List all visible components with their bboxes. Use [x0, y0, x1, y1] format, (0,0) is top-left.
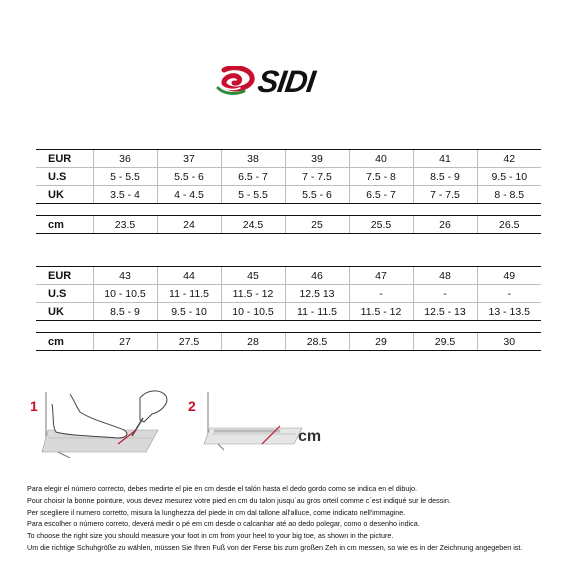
instruction-english: To choose the right size you should measure your foot in cm from your heel to your big toe, as shown in the picture. — [27, 531, 394, 541]
unit-label: cm — [298, 428, 322, 445]
table-cell: 42 — [477, 150, 541, 168]
table-cell: 45 — [221, 267, 285, 285]
row-label: cm — [36, 333, 93, 351]
table-cell: 25.5 — [349, 216, 413, 234]
row-label: EUR — [36, 267, 93, 285]
table-cell: 8.5 - 9 — [93, 303, 157, 321]
table-cell: 5.5 - 6 — [285, 186, 349, 204]
sidi-emblem-icon — [214, 66, 260, 96]
table-cell: 26.5 — [477, 216, 541, 234]
sizing-instructions — [27, 483, 567, 554]
row-label: cm — [36, 216, 93, 234]
table-cell: 9.5 - 10 — [157, 303, 221, 321]
row-label: U.S — [36, 168, 93, 186]
table-cell: 13 - 13.5 — [477, 303, 541, 321]
table-cell: 29.5 — [413, 333, 477, 351]
table-cell: 28 — [221, 333, 285, 351]
table-cell: 23.5 — [93, 216, 157, 234]
ruler-measure-icon — [200, 388, 310, 454]
table-cell: 11 - 11.5 — [157, 285, 221, 303]
table-cell: 4 - 4.5 — [157, 186, 221, 204]
sidi-logo — [214, 64, 364, 99]
table-cell: 46 — [285, 267, 349, 285]
table-row — [36, 333, 541, 351]
table-cell: 8 - 8.5 — [477, 186, 541, 204]
table-cell: 5 - 5.5 — [221, 186, 285, 204]
instruction-spanish: Para elegir el número correcto, debes medirte el pie en cm desde el talón hasta el dedo gordo como se indica en el dibujo. — [27, 484, 417, 493]
table-cell: 26 — [413, 216, 477, 234]
table-cell: 10 - 10.5 — [93, 285, 157, 303]
table-row — [36, 186, 541, 204]
table-cell: 44 — [157, 267, 221, 285]
instruction-portuguese: Para escolher o número correto, deverá medir o pé em cm desde o calcanhar até ao dedo polegar, como o desenho indica. — [27, 519, 420, 529]
table-cell: 7 - 7.5 — [413, 186, 477, 204]
table-cell: 11 - 11.5 — [285, 303, 349, 321]
table-cell: 37 — [157, 150, 221, 168]
size-table-cm-2 — [36, 332, 541, 351]
table-cell: 6.5 - 7 — [349, 186, 413, 204]
instruction-italian: Per scegliere il numero corretto, misura la lunghezza del piede in cm dal tallone all'alluce, come indicato nell'immagine. — [27, 507, 406, 517]
row-label: U.S — [36, 285, 93, 303]
table-cell: 12.5 - 13 — [413, 303, 477, 321]
table-cell: 11.5 - 12 — [349, 303, 413, 321]
table-cell: 25 — [285, 216, 349, 234]
step-1-number: 1 — [30, 398, 38, 414]
instruction-french: Pour choisir la bonne pointure, vous devez mesurez votre pied en cm du talon jusqu´au gros orteil comme c´est indiqué sur le dessin. — [27, 495, 451, 505]
table-row — [36, 267, 541, 285]
table-cell: - — [349, 285, 413, 303]
table-cell: 10 - 10.5 — [221, 303, 285, 321]
table-row — [36, 303, 541, 321]
table-cell: 7.5 - 8 — [349, 168, 413, 186]
table-cell: 27.5 — [157, 333, 221, 351]
table-cell: 24.5 — [221, 216, 285, 234]
size-table-cm-1 — [36, 215, 541, 234]
table-cell: 48 — [413, 267, 477, 285]
table-cell: 8.5 - 9 — [413, 168, 477, 186]
table-cell: 38 — [221, 150, 285, 168]
table-cell: 36 — [93, 150, 157, 168]
table-cell: 27 — [93, 333, 157, 351]
table-cell: 12.5 13 — [285, 285, 349, 303]
table-cell: 49 — [477, 267, 541, 285]
table-cell: 24 — [157, 216, 221, 234]
table-cell: 30 — [477, 333, 541, 351]
table-row — [36, 150, 541, 168]
foot-measure-icon — [40, 386, 190, 458]
brand-name: SIDI — [255, 64, 317, 99]
table-cell: 5.5 - 6 — [157, 168, 221, 186]
row-label: UK — [36, 186, 93, 204]
size-table-eur-us-uk-1 — [36, 149, 541, 204]
row-label: UK — [36, 303, 93, 321]
table-cell: 43 — [93, 267, 157, 285]
table-cell: 6.5 - 7 — [221, 168, 285, 186]
size-table-eur-us-uk-2 — [36, 266, 541, 321]
table-cell: 5 - 5.5 — [93, 168, 157, 186]
table-cell: 47 — [349, 267, 413, 285]
table-cell: 28.5 — [285, 333, 349, 351]
table-row — [36, 285, 541, 303]
table-cell: - — [477, 285, 541, 303]
table-cell: 40 — [349, 150, 413, 168]
table-cell: 39 — [285, 150, 349, 168]
table-cell: 29 — [349, 333, 413, 351]
table-cell: 7 - 7.5 — [285, 168, 349, 186]
measurement-illustration — [28, 380, 348, 460]
row-label: EUR — [36, 150, 93, 168]
instruction-german: Um die richtige Schuhgröße zu wählen, müssen Sie Ihren Fuß von der Ferse bis zum großen Zeh in cm messen, so wie es in der Zeichnung angegeben ist. — [27, 542, 523, 552]
table-cell: 3.5 - 4 — [93, 186, 157, 204]
table-cell: - — [413, 285, 477, 303]
table-row — [36, 216, 541, 234]
table-cell: 11.5 - 12 — [221, 285, 285, 303]
table-cell: 41 — [413, 150, 477, 168]
table-cell: 9.5 - 10 — [477, 168, 541, 186]
step-2-number: 2 — [188, 398, 196, 414]
table-row — [36, 168, 541, 186]
